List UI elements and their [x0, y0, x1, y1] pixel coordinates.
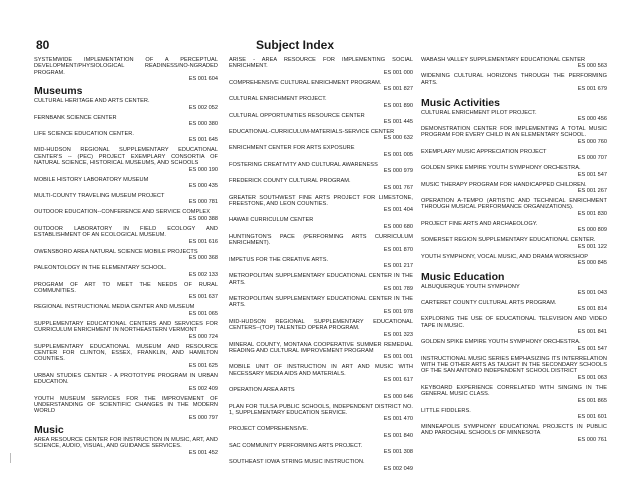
entry-title: SYSTEMWIDE IMPLEMENTATION OF A PERCEPTUAL DEVELOPMENT/PHYSIOLOGICAL READINESS/NO-NGRADED PROGRAM.: [34, 57, 218, 76]
index-entry: [421, 221, 607, 234]
entry-title: GOLDEN SPIKE EMPIRE YOUTH SYMPHONY ORCHESTRA.: [421, 339, 581, 346]
entry-document-number: ES 001 830: [577, 210, 607, 217]
entry-title: PLAN FOR TULSA PUBLIC SCHOOLS, INDEPENDENT DISTRICT NO. 1, SUPPLEMENTARY EDUCATION SERVICE.: [229, 403, 413, 416]
entry-document-number: ES 000 646: [383, 393, 413, 400]
index-entry: [34, 131, 218, 144]
entry-title: OWENSBORO AREA NATURAL SCIENCE MOBILE PROJECTS: [34, 248, 198, 255]
index-entry: [229, 195, 413, 214]
entry-document-number: ES 000 456: [577, 116, 607, 123]
entry-document-number: ES 001 308: [383, 449, 413, 456]
entry-document-number: ES 001 000: [383, 69, 413, 76]
entry-document-number: ES 001 001: [383, 354, 413, 361]
entry-title: CULTURAL ENRICHMENT PROJECT.: [229, 96, 327, 103]
page-number: 80: [36, 38, 50, 52]
entry-document-number: ES 001 789: [383, 285, 413, 292]
page-title: Subject Index: [256, 38, 335, 52]
entry-title: WABASH VALLEY SUPPLEMENTARY EDUCATIONAL CENTER: [421, 57, 586, 63]
entry-document-number: ES 000 368: [188, 255, 218, 262]
entry-title: OPERATION A-TEMPO (ARTISTIC AND TECHNICAL ENRICHMENT THROUGH MUSICAL PERFORMANCE ORGANIZATIONS).: [421, 198, 607, 211]
entry-document-number: ES 001 625: [188, 362, 218, 369]
index-entry: [421, 182, 607, 195]
entry-title: MINERAL COUNTY, MONTANA COOPERATIVE SUMMER REMEDIAL READING AND CULTURAL IMPROVEMENT PROGRAM: [229, 341, 413, 354]
entry-document-number: ES 001 122: [577, 243, 607, 250]
entry-document-number: ES 002 049: [383, 465, 413, 472]
index-entry: [34, 437, 218, 456]
entry-title: AREA RESOURCE CENTER FOR INSTRUCTION IN MUSIC, ART, AND SCIENCE, AUDIO, VISUAL, AND GUIDANCE SERVICES.: [34, 436, 218, 450]
scan-edge-mark: [10, 453, 11, 463]
index-entry: [421, 110, 607, 123]
entry-document-number: ES 001 601: [577, 413, 607, 420]
entry-document-number: ES 001 065: [188, 310, 218, 317]
entry-title: SUPPLEMENTARY EDUCATIONAL CENTERS AND SERVICES FOR CURRICULUM ENRICHMENT IN NORTHEASTERN VERMONT: [34, 320, 218, 334]
entry-title: SOMERSET REGION SUPPLEMENTARY EDUCATIONAL CENTER.: [421, 237, 596, 244]
entry-document-number: ES 001 323: [383, 331, 413, 338]
index-entry: [229, 162, 413, 175]
index-entry: [34, 98, 218, 111]
entry-document-number: ES 001 841: [577, 329, 607, 336]
index-column-3: [421, 57, 607, 447]
entry-document-number: ES 001 452: [188, 449, 218, 456]
index-column-1: [34, 57, 218, 460]
entry-title: PALEONTOLOGY IN THE ELEMENTARY SCHOOL.: [34, 265, 167, 272]
entry-title: EXPLORING THE USE OF EDUCATIONAL TELEVISION AND VIDEO TAPE IN MUSIC.: [421, 316, 607, 329]
index-entry: [34, 321, 218, 340]
index-entry: [229, 257, 413, 270]
entry-title: PROGRAM OF ART TO MEET THE NEEDS OF RURAL COMMUNITIES.: [34, 281, 218, 294]
entry-title: CULTURAL ENRICHMENT PILOT PROJECT.: [421, 109, 537, 116]
entry-title: CARTERET COUNTY CULTURAL ARTS PROGRAM.: [421, 299, 557, 306]
entry-title: KEYBOARD EXPERIENCE CORRELATED WITH SINGING IN THE GENERAL MUSIC CLASS.: [421, 384, 607, 398]
entry-title: MINNEAPOLIS SYMPHONY EDUCATIONAL PROJECTS IN PUBLIC AND PAROCHIAL SCHOOLS OF MINNESOTA: [421, 423, 607, 437]
index-entry: [229, 113, 413, 126]
entry-title: OUTDOOR LABORATORY IN FIELD ECOLOGY AND ESTABLISHMENT OF AN ECOLOGICAL MUSEUM.: [34, 225, 218, 239]
entry-document-number: ES 001 679: [577, 86, 607, 93]
entry-document-number: ES 000 979: [383, 168, 413, 175]
entry-document-number: ES 001 005: [383, 151, 413, 158]
entry-document-number: ES 000 707: [577, 155, 607, 162]
entry-title: OPERATION AREA ARTS: [229, 387, 295, 394]
entry-document-number: ES 000 761: [577, 436, 607, 443]
entry-document-number: ES 000 388: [188, 215, 218, 222]
subject-heading: Museums: [34, 85, 83, 98]
entry-document-number: ES 001 470: [383, 416, 413, 423]
index-entry: [229, 96, 413, 109]
subject-heading: Music Education: [421, 270, 505, 283]
entry-title: SOUTHEAST IOWA STRING MUSIC INSTRUCTION.: [229, 459, 365, 466]
index-entry: [229, 178, 413, 191]
index-entry: [421, 284, 607, 297]
index-entry: [421, 385, 607, 404]
entry-title: REGIONAL INSTRUCTIONAL MEDIA CENTER AND MUSEUM: [34, 304, 195, 311]
index-entry: [229, 296, 413, 315]
entry-title: IMPETUS FOR THE CREATIVE ARTS.: [229, 256, 329, 263]
entry-document-number: ES 001 616: [188, 238, 218, 245]
index-entry: [229, 364, 413, 383]
entry-document-number: ES 001 217: [383, 263, 413, 270]
index-entry: [421, 356, 607, 382]
subject-heading: Music: [34, 423, 64, 436]
index-entry: [421, 126, 607, 145]
entry-title: MOBILE HISTORY LABORATORY MUSEUM: [34, 176, 149, 183]
entry-document-number: ES 000 680: [383, 223, 413, 230]
index-entry: [34, 209, 218, 222]
index-entry: [229, 443, 413, 456]
entry-document-number: ES 000 809: [577, 227, 607, 234]
entry-document-number: ES 001 827: [383, 86, 413, 93]
entry-document-number: ES 001 637: [188, 294, 218, 301]
entry-title: MUSIC THERAPY PROGRAM FOR HANDICAPPED CHILDREN.: [421, 181, 587, 188]
entry-document-number: ES 000 563: [577, 63, 607, 70]
entry-title: CULTURAL OPPORTUNITIES RESOURCE CENTER: [229, 112, 365, 119]
index-entry: [421, 57, 607, 70]
entry-title: COMPREHENSIVE CULTURAL ENRICHMENT PROGRAM.: [229, 79, 382, 86]
entry-title: HAWAII CURRICULUM CENTER: [229, 217, 314, 224]
entry-title: LITTLE FIDDLERS.: [421, 407, 471, 414]
entry-title: LIFE SCIENCE EDUCATION CENTER.: [34, 131, 134, 138]
entry-title: MOBILE UNIT OF INSTRUCTION IN ART AND MUSIC WITH NECESSARY MEDIA AIDS AND MATERIALS.: [229, 364, 413, 377]
index-entry: [421, 237, 607, 250]
entry-document-number: ES 000 781: [188, 199, 218, 206]
index-entry: [229, 217, 413, 230]
entry-title: ALBUQUERQUE YOUTH SYMPHONY: [421, 283, 520, 290]
index-entry: [229, 129, 413, 142]
entry-document-number: ES 000 724: [188, 333, 218, 340]
index-entry: [229, 342, 413, 361]
index-entry: [421, 339, 607, 352]
entry-document-number: ES 001 445: [383, 119, 413, 126]
entry-title: GOLDEN SPIKE EMPIRE YOUTH SYMPHONY ORCHESTRA.: [421, 165, 581, 172]
entry-title: INSTRUCTIONAL MUSIC SERIES EMPHASIZING ITS INTERRELATION WITH THE OTHER ARTS AS TAUGHT IN THE SECONDARY SCHOOLS OF THE SAN ANTONIO INDEPENDENT SCHOOL DISTRICT: [421, 355, 607, 375]
entry-title: ENRICHMENT CENTER FOR ARTS EXPOSURE: [229, 145, 355, 152]
index-entry: [34, 304, 218, 317]
entry-title: DEMONSTRATION CENTER FOR IMPLEMENTING A TOTAL MUSIC PROGRAM FOR EVERY CHILD IN AN ELEMENTARY SCHOOL.: [421, 126, 607, 139]
index-entry: [34, 147, 218, 173]
entry-document-number: ES 001 870: [383, 246, 413, 253]
index-entry: [229, 319, 413, 338]
entry-title: SAC COMMUNITY PERFORMING ARTS PROJECT.: [229, 442, 363, 449]
index-entry: [229, 234, 413, 253]
index-entry: [421, 149, 607, 162]
index-entry: [421, 254, 607, 267]
index-column-2: [229, 57, 413, 476]
index-entry: [34, 57, 218, 83]
index-entry: [34, 249, 218, 262]
index-entry: [421, 73, 607, 92]
entry-title: EXEMPLARY MUSIC APPRECIATION PROJECT: [421, 148, 547, 155]
entry-document-number: ES 001 043: [577, 289, 607, 296]
index-entry: [421, 165, 607, 178]
entry-document-number: ES 002 052: [188, 104, 218, 111]
entry-document-number: ES 000 845: [577, 260, 607, 267]
entry-document-number: ES 001 767: [383, 184, 413, 191]
entry-title: MID-HUDSON REGIONAL SUPPLEMENTARY EDUCATIONAL CENTER'S -- (PEC) PROJECT EXEMPLARY CONSORTIA OF NATURAL SCIENCE, HISTORICAL MUSEUMS, AND SCHOOLS: [34, 147, 218, 167]
entry-title: MULTI-COUNTY TRAVELING MUSEUM PROJECT: [34, 193, 165, 200]
entry-document-number: ES 000 760: [577, 138, 607, 145]
entry-document-number: ES 000 632: [383, 135, 413, 142]
entry-title: WIDENING CULTURAL HORIZONS THROUGH THE PERFORMING ARTS.: [421, 73, 607, 86]
entry-document-number: ES 002 409: [188, 385, 218, 392]
entry-document-number: ES 001 404: [383, 207, 413, 214]
entry-document-number: ES 001 063: [577, 374, 607, 381]
entry-document-number: ES 001 617: [383, 377, 413, 384]
index-entry: [421, 300, 607, 313]
entry-document-number: ES 000 190: [188, 166, 218, 173]
index-entry: [229, 404, 413, 423]
entry-document-number: ES 001 865: [577, 397, 607, 404]
entry-document-number: ES 002 133: [188, 271, 218, 278]
entry-document-number: ES 001 604: [188, 76, 218, 83]
entry-title: FREDERICK COUNTY CULTURAL PROGRAM.: [229, 178, 351, 185]
entry-title: YOUTH SYMPHONY, VOCAL MUSIC, AND DRAMA WORKSHOP: [421, 253, 589, 260]
entry-title: PROJECT FINE ARTS AND ARCHAEOLOGY.: [421, 220, 538, 227]
index-entry: [421, 198, 607, 217]
entry-title: HUNTINGTON'S PACE (PERFORMING ARTS CURRICULUM ENRICHMENT).: [229, 233, 413, 247]
index-entry: [34, 282, 218, 301]
entry-title: METROPOLITAN SUPPLEMENTARY EDUCATIONAL CENTER IN THE ARTS.: [229, 273, 413, 286]
entry-document-number: ES 001 978: [383, 308, 413, 315]
entry-document-number: ES 001 645: [188, 137, 218, 144]
entry-title: GREATER SOUTHWEST FINE ARTS PROJECT FOR LIMESTONE, FREESTONE, AND LEON COUNTIES.: [229, 194, 413, 208]
entry-title: OUTDOOR EDUCATION--CONFERENCE AND SERVICE COMPLEX: [34, 209, 210, 216]
index-entry: [34, 177, 218, 190]
index-entry: [34, 344, 218, 370]
index-entry: [34, 265, 218, 278]
entry-document-number: ES 001 547: [577, 345, 607, 352]
index-entry: [229, 57, 413, 76]
index-entry: [421, 424, 607, 443]
index-entry: [421, 408, 607, 421]
entry-title: MID-HUDSON REGIONAL SUPPLEMENTARY EDUCATIONAL CENTERS--(TOP) TALENTED OPERA PROGRAM.: [229, 318, 413, 332]
entry-title: YOUTH MUSEUM SERVICES FOR THE IMPROVEMENT OF UNDERSTANDING OF SCIENTIFIC CHANGES IN THE MODERN WORLD: [34, 395, 218, 415]
entry-document-number: ES 000 435: [188, 183, 218, 190]
index-entry: [229, 80, 413, 93]
entry-document-number: ES 000 797: [188, 414, 218, 421]
subject-heading: Music Activities: [421, 96, 500, 109]
entry-title: FOSTERING CREATIVITY AND CULTURAL AWARENESS: [229, 161, 378, 168]
index-entry: [421, 316, 607, 335]
entry-title: EDUCATIONAL-CURRICULUM-MATERIALS-SERVICE CENTER: [229, 129, 395, 136]
entry-document-number: ES 001 890: [383, 102, 413, 109]
entry-title: PROJECT COMPREHENSIVE.: [229, 426, 309, 433]
index-entry: [34, 193, 218, 206]
entry-document-number: ES 001 814: [577, 306, 607, 313]
index-entry: [34, 396, 218, 422]
entry-title: FERNBANK SCIENCE CENTER: [34, 114, 117, 121]
entry-document-number: ES 001 267: [577, 188, 607, 195]
index-entry: [229, 387, 413, 400]
index-entry: [229, 145, 413, 158]
index-entry: [229, 459, 413, 472]
entry-document-number: ES 001 547: [577, 171, 607, 178]
entry-title: CULTURAL HERITAGE AND ARTS CENTER.: [34, 98, 150, 105]
entry-document-number: ES 000 380: [188, 121, 218, 128]
entry-title: ARISE - AREA RESOURCE FOR IMPLEMENTING SOCIAL ENRICHMENT.: [229, 57, 413, 70]
index-entry: [34, 373, 218, 392]
index-entry: [34, 115, 218, 128]
entry-title: URBAN STUDIES CENTER - A PROTOTYPE PROGRAM IN URBAN EDUCATION.: [34, 372, 218, 386]
entry-title: METROPOLITAN SUPPLEMENTARY EDUCATIONAL CENTER IN THE ARTS.: [229, 295, 413, 309]
entry-title: SUPPLEMENTARY EDUCATIONAL MUSEUM AND RESOURCE CENTER FOR CLINTON, ESSEX, FRANKLIN, AND HAMILTON COUNTIES.: [34, 343, 218, 363]
index-entry: [34, 226, 218, 245]
index-entry: [229, 273, 413, 292]
index-entry: [229, 426, 413, 439]
entry-document-number: ES 001 840: [383, 432, 413, 439]
